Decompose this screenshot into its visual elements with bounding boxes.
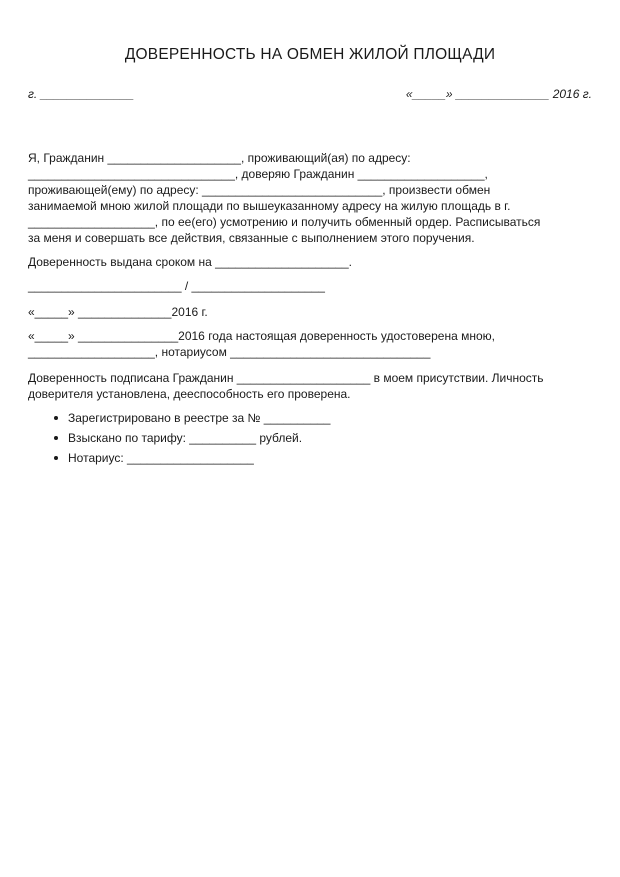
list-item	[54, 450, 330, 470]
bullet-dot-icon	[54, 436, 58, 440]
signed-line: Доверенность подписана Гражданин ____________________ в моем присутствии. Личность	[28, 371, 544, 385]
header-date: «_____» ______________ 2016 г.	[405, 87, 592, 101]
paragraph-line: за меня и совершать все действия, связанные с выполнением этого поручения.	[28, 231, 475, 245]
list-item-text: Зарегистрировано в реестре за № __________	[68, 411, 331, 425]
signed-line: доверителя установлена, дееспособность его проверена.	[28, 387, 351, 401]
paragraph-line: занимаемой мною жилой площади по вышеуказанному адресу на жилую площадь в г.	[28, 199, 511, 213]
list-item	[54, 430, 330, 450]
notary-line: «_____» _______________2016 года настоящая доверенность удостоверена мною,	[28, 329, 495, 343]
paragraph-line: _______________________________, доверяю Гражданин ___________________,	[28, 167, 488, 181]
header-city: г. ______________	[28, 87, 135, 101]
paragraph-line: ___________________, по ее(его) усмотрению и получить обменный ордер. Расписываться	[28, 215, 541, 229]
list-item-text: Нотариус: ___________________	[68, 451, 254, 465]
paragraph-line: проживающей(ему) по адресу: ___________________________, произвести обмен	[28, 183, 491, 197]
signature-line: _______________________ / ____________________	[28, 279, 325, 293]
date-line: «_____» ______________2016 г.	[28, 305, 208, 319]
document-title: ДОВЕРЕННОСТЬ НА ОБМЕН ЖИЛОЙ ПЛОЩАДИ	[124, 46, 496, 63]
list-item	[54, 410, 330, 430]
bullet-dot-icon	[54, 416, 58, 420]
notary-line: ___________________, нотариусом ______________________________	[28, 345, 431, 359]
validity-line: Доверенность выдана сроком на ____________________.	[28, 255, 352, 269]
bullet-list	[54, 410, 330, 470]
paragraph-line: Я, Гражданин ____________________, проживающий(ая) по адресу:	[28, 151, 411, 165]
list-item-text: Взыскано по тарифу: __________ рублей.	[68, 431, 303, 445]
bullet-dot-icon	[54, 456, 58, 460]
